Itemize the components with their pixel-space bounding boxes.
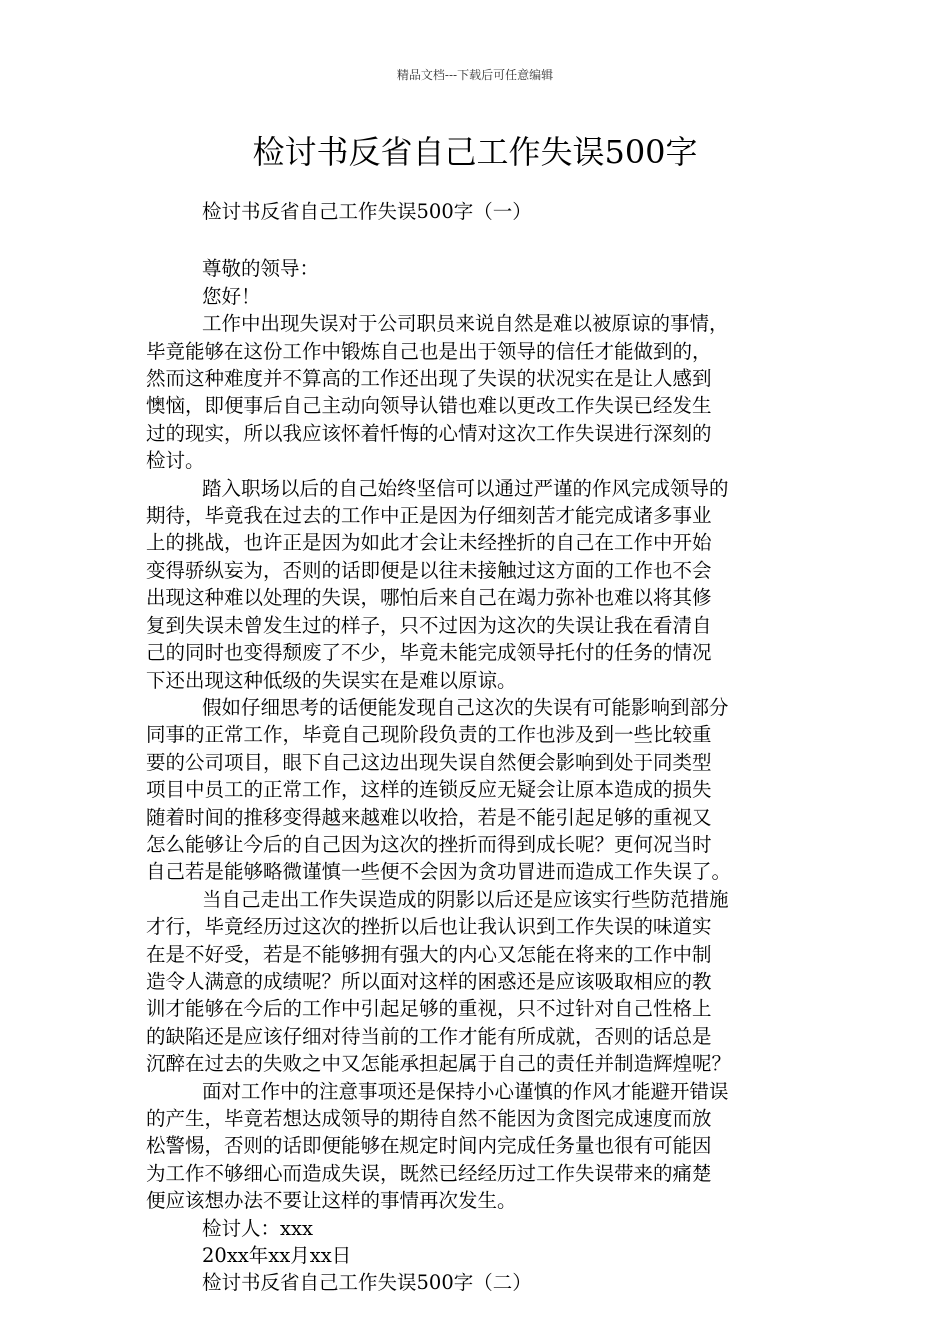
paragraph-line: 怎么能够让今后的自己因为这次的挫折而得到成长呢？更何况当时 bbox=[146, 832, 712, 856]
paragraph-line: 检讨。 bbox=[146, 449, 205, 473]
paragraph-line: 自己若是能够略微谨慎一些便不会因为贪功冒进而造成工作失误了。 bbox=[146, 860, 732, 884]
salutation: 尊敬的领导： bbox=[202, 257, 320, 281]
paragraph-line: 踏入职场以后的自己始终坚信可以通过严谨的作风完成领导的 bbox=[202, 476, 729, 500]
paragraph bbox=[146, 310, 806, 474]
greeting: 您好！ bbox=[202, 284, 261, 308]
paragraph-line: 为工作不够细心而造成失误，既然已经经历过工作失误带来的痛楚 bbox=[146, 1161, 712, 1185]
paragraph-line: 在是不好受，若是不能够拥有强大的内心又怎能在将来的工作中制 bbox=[146, 942, 712, 966]
paragraph bbox=[146, 475, 806, 694]
signature: 检讨人：xxx bbox=[202, 1216, 313, 1240]
paragraph-line: 假如仔细思考的话便能发现自己这次的失误有可能影响到部分 bbox=[202, 695, 729, 719]
paragraph-line: 工作中出现失误对于公司职员来说自然是难以被原谅的事情， bbox=[202, 312, 729, 336]
section-subtitle-1: 检讨书反省自己工作失误500字（一） bbox=[202, 200, 532, 223]
paragraph-line: 项目中员工的正常工作，这样的连锁反应无疑会让原本造成的损失 bbox=[146, 778, 712, 802]
paragraph-line: 然而这种难度并不算高的工作还出现了失误的状况实在是让人感到 bbox=[146, 367, 712, 391]
paragraph-line: 同事的正常工作，毕竟自己现阶段负责的工作也涉及到一些比较重 bbox=[146, 723, 712, 747]
paragraph-line: 期待，毕竟我在过去的工作中正是因为仔细刻苦才能完成诸多事业 bbox=[146, 504, 712, 528]
paragraph-line: 的产生，毕竟若想达成领导的期待自然不能因为贪图完成速度而放 bbox=[146, 1107, 712, 1130]
paragraph-line: 毕竟能够在这份工作中锻炼自己也是出于领导的信任才能做到的， bbox=[146, 339, 712, 363]
document-title: 检讨书反省自己工作失误500字 bbox=[252, 133, 698, 171]
paragraph-line: 当自己走出工作失误造成的阴影以后还是应该实行些防范措施 bbox=[202, 887, 729, 911]
paragraph-line: 便应该想办法不要让这样的事情再次发生。 bbox=[146, 1189, 517, 1213]
paragraph-line: 出现这种难以处理的失误，哪怕后来自己在竭力弥补也难以将其修 bbox=[146, 586, 712, 610]
spacer bbox=[146, 225, 806, 255]
paragraph-line: 上的挑战，也许正是因为如此才会让未经挫折的自己在工作中开始 bbox=[146, 531, 712, 555]
paragraph-line: 随着时间的推移变得越来越难以收拾，若是不能引起足够的重视又 bbox=[146, 805, 712, 829]
paragraph-line: 变得骄纵妄为，否则的话即便是以往未接触过这方面的工作也不会 bbox=[146, 558, 712, 582]
paragraph-line: 的缺陷还是应该仔细对待当前的工作才能有所成就，否则的话总是 bbox=[146, 1024, 712, 1048]
letter-paragraphs bbox=[146, 310, 806, 1214]
paragraph-line: 才行，毕竟经历过这次的挫折以后也让我认识到工作失误的味道实 bbox=[146, 915, 712, 939]
date: 20xx年xx月xx日 bbox=[202, 1244, 352, 1268]
paragraph bbox=[146, 1078, 806, 1215]
header-note: 精品文档---下载后可任意编辑 bbox=[396, 68, 554, 82]
section-subtitle-2: 检讨书反省自己工作失误500字（二） bbox=[202, 1271, 532, 1295]
paragraph-line: 下还出现这种低级的失误实在是难以原谅。 bbox=[146, 668, 517, 692]
paragraph-line: 复到失误未曾发生过的样子，只不过因为这次的失误让我在看清自 bbox=[146, 613, 712, 637]
paragraph-line: 面对工作中的注意事项还是保持小心谨慎的作风才能避开错误 bbox=[202, 1079, 729, 1103]
paragraph-line: 己的同时也变得颓废了不少，毕竟未能完成领导托付的任务的情况 bbox=[146, 641, 712, 665]
paragraph-line: 训才能够在今后的工作中引起足够的重视，只不过针对自己性格上 bbox=[146, 997, 712, 1021]
paragraph bbox=[146, 886, 806, 1078]
paragraph-line: 松警惕，否则的话即便能够在规定时间内完成任务量也很有可能因 bbox=[146, 1134, 712, 1158]
paragraph-line: 沉醉在过去的失败之中又怎能承担起属于自己的责任并制造辉煌呢？ bbox=[146, 1052, 732, 1076]
paragraph-line: 造令人满意的成绩呢？所以面对这样的困惑还是应该吸取相应的教 bbox=[146, 969, 712, 993]
paragraph-line: 过的现实，所以我应该怀着忏悔的心情对这次工作失误进行深刻的 bbox=[146, 421, 712, 445]
paragraph-line: 要的公司项目，眼下自己这边出现失误自然便会影响到处于同类型 bbox=[146, 750, 712, 774]
paragraph-line: 懊恼，即便事后自己主动向领导认错也难以更改工作失误已经发生 bbox=[146, 394, 712, 418]
document-body bbox=[146, 198, 806, 1297]
paragraph bbox=[146, 694, 806, 886]
